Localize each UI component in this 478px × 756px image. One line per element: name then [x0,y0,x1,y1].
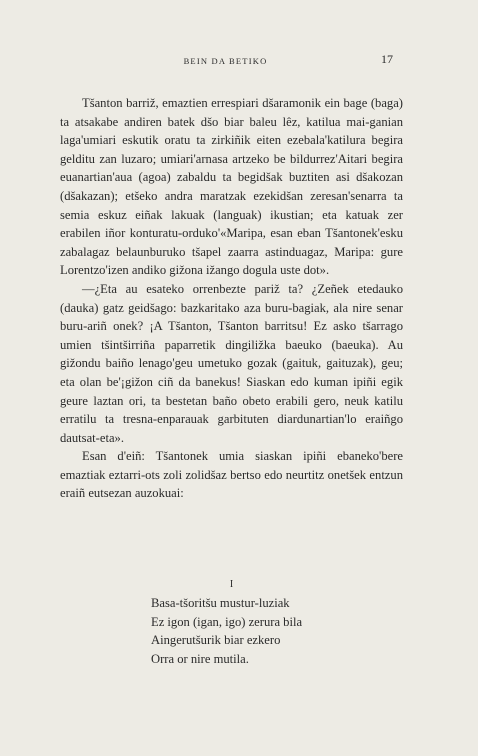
verse-line: Basa-tšoritšu mustur-luziak [151,596,290,610]
body-text [60,94,403,503]
page-header [58,52,393,68]
stanza-number: I [229,579,234,590]
running-title: BEIN DA BETIKO [183,56,268,66]
verse-block [60,578,403,668]
paragraph-2: —¿Eta au esateko orrenbezte pariž ta? ¿Zeñek etedauko (dauka) gatz geidšago: bazkaritako aza buru-bagiak, ala nire senar buru-ariñ onek? ¡A Tšanton, Tšanton barritsu! Ez asko tšarrago umien tšintširriña paparretik dingiližka baeuko (baeuka). Au gižondu baiño lenago'geu umetuko gozak (gaituk, gaituzak), geu; eta olan be'¡gižon ciñ da banekus! Siaskan edo kuman ipiñi egik geure laztan ori, ta bestetan baño obeto erabili gero, neuk katilu erratilu ta tresna-enparauak garbituten diardunartian'lo eraiñgo dautsat-eta». [60,281,403,445]
paragraph-1: Tšanton barriž, emaztien errespiari dšaramonik ein bage (baga) ta atsakabe andiren batek dšo biar baleu lêz, katilua mai-ganian laga'umiari eskutik oratu ta zirkiñik eiten ezebala'katilura begira gelditu zan luzaro; umiari'arnasa artzeko be bildurrez'Aitari begira euanartian'aua (agoa) zabaldu ta begidšak buztiten asi dšakozan (dšakazan); etšeko andra maratzak ezekidšan zeresan'senarra ta semia eskuz eiñak lakuak (languak) ikustian; eta katuak zer erabilen iñor konturatu-orduko'«Maripa, esan eban Tšantonek'esku zabalagaz belaunburuko tšapel zaarra astinduagaz, Maripa: gure Lorentzo'izen andiko gižona ižango dogula uste dot». [60,96,403,278]
verse-line: Ez igon (igan, igo) zerura bila [151,614,303,629]
verse-lines [151,594,403,668]
page-number: 17 [381,52,393,66]
verse-line: Aingerutšurik biar ezkero [151,633,281,648]
paragraph-3: Esan d'eiñ: Tšantonek umia siaskan ipiñi ebaneko'bere emaztiak eztarri-ots zoli zolidšaz bertso edo neurtitz onetšek entzun eraiñ eutsezan auzokuai: [60,449,403,501]
verse-line: Orra or nire mutila. [151,651,249,666]
